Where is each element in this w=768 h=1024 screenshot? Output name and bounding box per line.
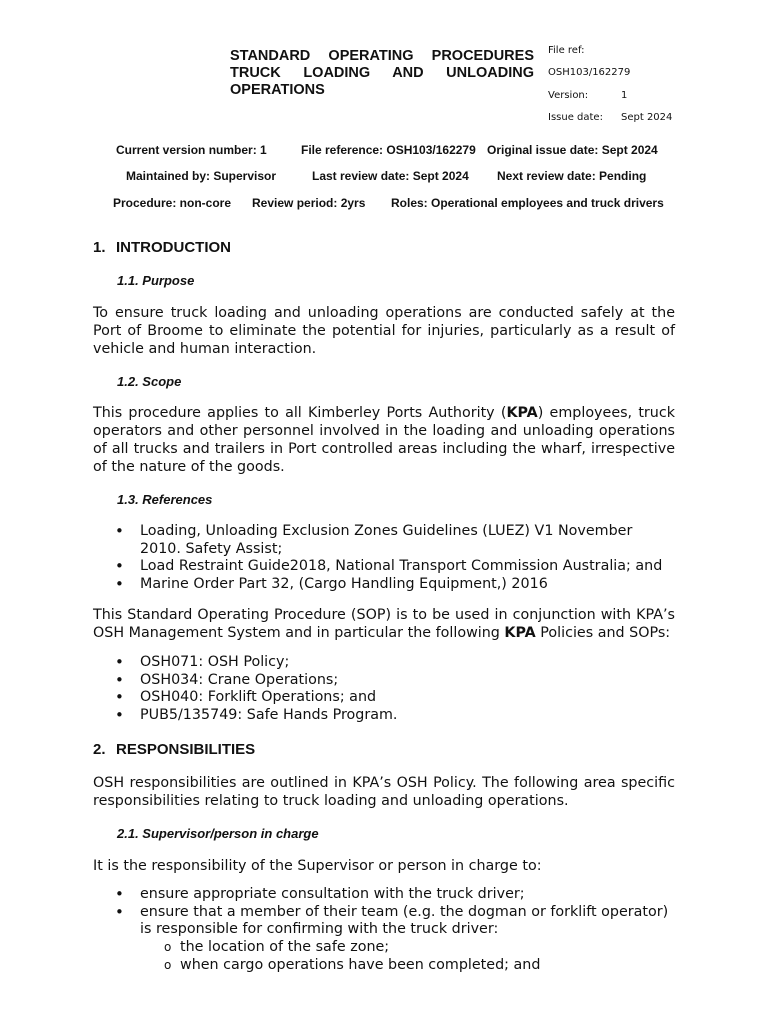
text: Policies and SOPs:: [535, 625, 671, 641]
scope-heading: 1.2. Scope: [117, 374, 182, 389]
review-period: Review period: 2yrs: [252, 196, 366, 210]
text-bold: KPA: [504, 625, 536, 641]
policies-list: [93, 654, 675, 725]
procedure-type: Procedure: non-core: [113, 196, 232, 210]
list-item: • Marine Order Part 32, (Cargo Handling Equipment,) 2016: [93, 576, 675, 594]
section-number: 1.: [93, 239, 106, 256]
text: ensure that a member of their team (e.g. the dogman or forklift operator) is responsible for confirming with the truck driver:: [140, 903, 669, 938]
references-list: [93, 523, 675, 594]
duties-list: [93, 886, 675, 975]
text-bold: KPA: [506, 405, 538, 421]
file-ref-value: OSH103/162279: [548, 67, 631, 78]
list-item: • Loading, Unloading Exclusion Zones Guidelines (LUEZ) V1 November 2010. Safety Assist;: [93, 523, 675, 558]
responsibilities-paragraph: OSH responsibilities are outlined in KPA’s OSH Policy. The following area specific responsibilities relating to truck loading and unloading operations.: [93, 775, 675, 809]
section-heading-introduction: [93, 239, 231, 257]
version-label: Version:: [548, 90, 589, 101]
sub-list-item: o the location of the safe zone;: [140, 939, 675, 957]
version-row: [548, 90, 628, 102]
sub-duties-list: [140, 939, 675, 974]
last-review-date: Last review date: Sept 2024: [312, 169, 469, 183]
section-title: INTRODUCTION: [116, 239, 231, 256]
file-ref-label: File ref:: [548, 45, 585, 56]
file-reference: File reference: OSH103/162279: [301, 143, 476, 157]
list-item: [93, 904, 675, 975]
list-item: • OSH071: OSH Policy;: [93, 654, 675, 672]
references-heading: 1.3. References: [117, 492, 213, 507]
purpose-paragraph: To ensure truck loading and unloading operations are conducted safely at the Port of Broome to eliminate the potential for injuries, particularly as a result of vehicle and human interaction.: [93, 305, 675, 357]
text: This procedure applies to all Kimberley Ports Authority (: [93, 405, 507, 421]
version-value: 1: [621, 90, 628, 101]
supervisor-intro: It is the responsibility of the Supervisor or person in charge to:: [93, 858, 542, 874]
text: ) employees, truck operators and other personnel involved in the loading and unloading operations of all trucks and trailers in Port controlled areas including the wharf, irrespective of the nature of the goods.: [93, 405, 676, 475]
section-heading-responsibilities: [93, 741, 255, 759]
scope-paragraph: [93, 404, 675, 476]
supervisor-heading: 2.1. Supervisor/person in charge: [117, 826, 319, 841]
text: This Standard Operating Procedure (SOP) is to be used in conjunction with KPA’s OSH Management System and in particular the following: [93, 607, 675, 641]
next-review-date: Next review date: Pending: [497, 169, 647, 183]
current-version: Current version number: 1: [116, 143, 267, 157]
section-title: RESPONSIBILITIES: [116, 741, 256, 758]
document-title: STANDARD OPERATING PROCEDURES TRUCK LOADING AND UNLOADING OPERATIONS: [230, 48, 534, 98]
original-issue-date: Original issue date: Sept 2024: [487, 143, 658, 157]
list-item: • Load Restraint Guide2018, National Transport Commission Australia; and: [93, 558, 675, 576]
list-item: • ensure appropriate consultation with the truck driver;: [93, 886, 675, 904]
roles: Roles: Operational employees and truck drivers: [391, 196, 664, 210]
list-item: • PUB5/135749: Safe Hands Program.: [93, 707, 675, 725]
issue-date-label: Issue date:: [548, 112, 603, 123]
sub-list-item: o when cargo operations have been completed; and: [140, 957, 675, 975]
list-item: • OSH034: Crane Operations;: [93, 672, 675, 690]
maintained-by: Maintained by: Supervisor: [126, 169, 277, 183]
section-number: 2.: [93, 741, 106, 758]
purpose-heading: 1.1. Purpose: [117, 273, 195, 288]
list-item: • OSH040: Forklift Operations; and: [93, 689, 675, 707]
issue-date-value: Sept 2024: [621, 112, 673, 123]
issue-date-row: [548, 112, 673, 124]
sop-paragraph: [93, 606, 675, 642]
